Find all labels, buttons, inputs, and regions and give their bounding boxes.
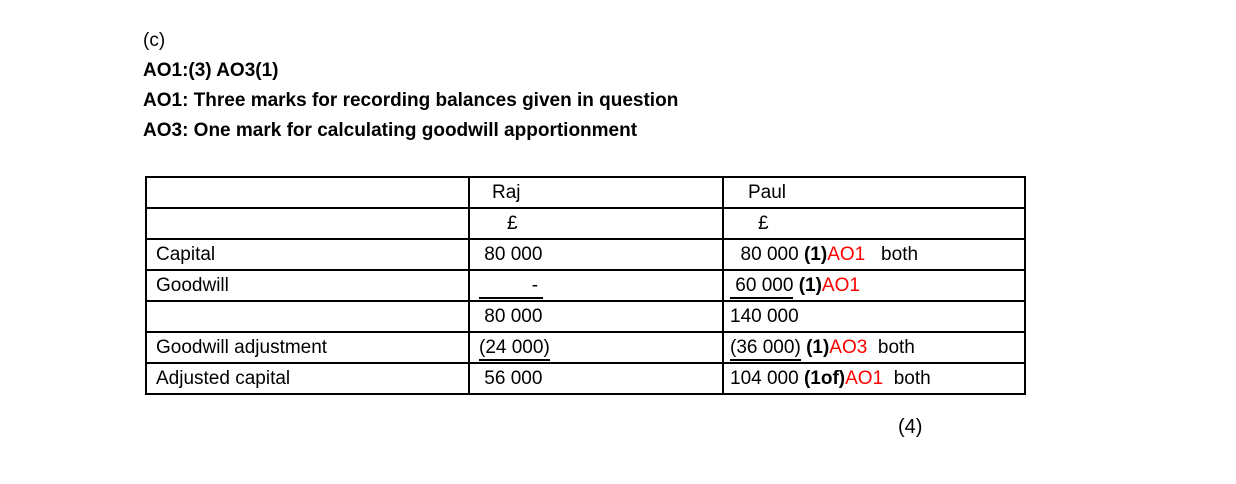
empty-cell bbox=[146, 301, 469, 332]
capital-paul-cell bbox=[723, 239, 1025, 270]
value: 80 000 bbox=[730, 243, 804, 265]
value: 104 000 bbox=[730, 367, 804, 389]
table-row-capital bbox=[146, 239, 1025, 270]
adjusted-capital-paul-cell bbox=[723, 363, 1025, 394]
mark-point: (1) bbox=[806, 336, 830, 358]
mark-point: (1of) bbox=[803, 367, 846, 389]
part-label: (c) bbox=[143, 30, 166, 51]
goodwill-adjustment-raj-cell bbox=[469, 332, 723, 363]
ao1-note: AO1: Three marks for recording balances given in question bbox=[143, 90, 679, 111]
currency-cell-paul bbox=[723, 208, 1025, 239]
ao-tag: AO1 bbox=[821, 274, 860, 296]
row-label-goodwill: Goodwill bbox=[146, 270, 469, 301]
paul-header-label: Paul bbox=[748, 181, 787, 203]
ao3-note: AO3: One mark for calculating goodwill apportionment bbox=[143, 120, 638, 141]
table-row-goodwill-adjustment bbox=[146, 332, 1025, 363]
table-row-currency bbox=[146, 208, 1025, 239]
capital-raj-cell bbox=[469, 239, 723, 270]
header-notes bbox=[143, 26, 678, 146]
total-marks: (4) bbox=[898, 416, 923, 438]
underlined-value: (24 000) bbox=[479, 337, 550, 361]
table-row-goodwill bbox=[146, 270, 1025, 301]
row-label-goodwill-adjustment: Goodwill adjustment bbox=[146, 332, 469, 363]
goodwill-raj-cell bbox=[469, 270, 723, 301]
column-header-raj bbox=[469, 177, 723, 208]
goodwill-adjustment-paul-cell bbox=[723, 332, 1025, 363]
mark-point: (1) bbox=[798, 274, 822, 296]
empty-cell bbox=[146, 177, 469, 208]
underlined-value: (36 000) bbox=[730, 337, 801, 361]
ao-tag: AO1 bbox=[845, 367, 884, 389]
both-note: both bbox=[883, 367, 931, 389]
pound-symbol: £ bbox=[758, 212, 769, 234]
both-note: both bbox=[867, 336, 915, 358]
adjusted-capital-raj-cell bbox=[469, 363, 723, 394]
subtotal-paul-cell bbox=[723, 301, 1025, 332]
empty-cell bbox=[146, 208, 469, 239]
mark-point: (1) bbox=[803, 243, 828, 265]
table-row-subtotal bbox=[146, 301, 1025, 332]
table-row-names bbox=[146, 177, 1025, 208]
capital-accounts-table bbox=[145, 176, 1026, 395]
value: 80 000 bbox=[479, 243, 543, 265]
currency-cell-raj bbox=[469, 208, 723, 239]
table-row-adjusted-capital bbox=[146, 363, 1025, 394]
marks-summary: AO1:(3) AO3(1) bbox=[143, 60, 279, 81]
row-label-adjusted-capital: Adjusted capital bbox=[146, 363, 469, 394]
column-header-paul bbox=[723, 177, 1025, 208]
subtotal-raj-cell bbox=[469, 301, 723, 332]
value: 140 000 bbox=[730, 305, 799, 327]
ao-tag: AO3 bbox=[829, 336, 868, 358]
value: 56 000 bbox=[479, 367, 543, 389]
raj-header-label: Raj bbox=[492, 181, 521, 203]
underlined-value: 60 000 bbox=[730, 275, 793, 299]
ao-tag: AO1 bbox=[827, 243, 866, 265]
row-label-capital: Capital bbox=[146, 239, 469, 270]
goodwill-paul-cell bbox=[723, 270, 1025, 301]
underlined-dash: - bbox=[479, 275, 543, 299]
value: 80 000 bbox=[479, 305, 543, 327]
pound-symbol: £ bbox=[507, 212, 518, 234]
both-note: both bbox=[865, 243, 919, 265]
